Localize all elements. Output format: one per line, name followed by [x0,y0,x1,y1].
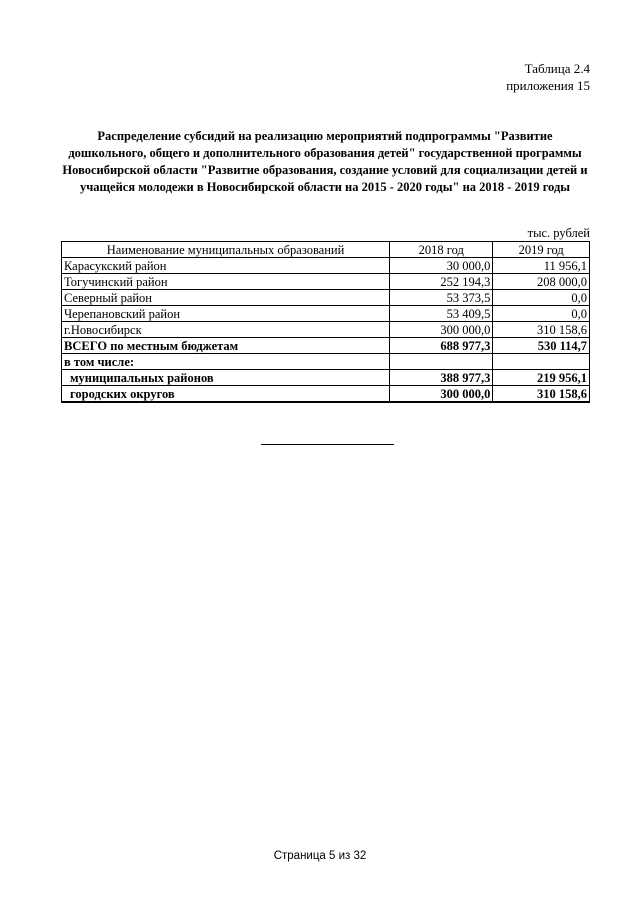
header-municipality: Наименование муниципальных образований [62,242,390,258]
row-2019-value: 0,0 [493,306,590,322]
subtotal-label: городских округов [62,386,390,403]
row-2019-value: 0,0 [493,290,590,306]
row-name: г.Новосибирск [62,322,390,338]
row-name: Тогучинский район [62,274,390,290]
row-name: Карасукский район [62,258,390,274]
row-2018-value: 252 194,3 [390,274,493,290]
appendix-label: приложения 15 [506,78,590,93]
total-2019-value: 530 114,7 [493,338,590,354]
subtotal-row [62,386,590,403]
including-label: в том числе: [62,354,390,370]
row-2018-value: 53 409,5 [390,306,493,322]
total-2018-value: 688 977,3 [390,338,493,354]
subtotal-2018-value: 388 977,3 [390,370,493,386]
document-title: Распределение субсидий на реализацию мероприятий подпрограммы "Развитие дошкольного, общего и дополнительного образования детей" государственной программы Новосибирской области "Развитие образования, создание условий для социализации детей и учащейся молодежи в Новосибирской области на 2015 - 2020 годы" на 2018 - 2019 годы [62,129,588,194]
table-row [62,306,590,322]
row-2018-value: 30 000,0 [390,258,493,274]
table-reference [506,60,590,94]
table-number-label: Таблица 2.4 [524,61,590,76]
total-row [62,338,590,354]
divider-line [261,444,394,445]
row-2019-value: 208 000,0 [493,274,590,290]
subtotal-2019-value: 310 158,6 [493,386,590,403]
subtotal-2018-value: 300 000,0 [390,386,493,403]
subtotal-2019-value: 219 956,1 [493,370,590,386]
row-2018-value: 300 000,0 [390,322,493,338]
total-label: ВСЕГО по местным бюджетам [62,338,390,354]
including-row [62,354,590,370]
units-label: тыс. рублей [527,226,590,240]
table-row [62,290,590,306]
row-name: Северный район [62,290,390,306]
header-2018: 2018 год [390,242,493,258]
row-name: Черепановский район [62,306,390,322]
table-row [62,274,590,290]
table-header-row [62,242,590,258]
table-row [62,258,590,274]
page-number: Страница 5 из 32 [273,850,367,862]
subsidy-table [61,241,590,403]
header-2019: 2019 год [493,242,590,258]
including-2018-value [390,354,493,370]
subtotal-label: муниципальных районов [62,370,390,386]
row-2018-value: 53 373,5 [390,290,493,306]
row-2019-value: 310 158,6 [493,322,590,338]
row-2019-value: 11 956,1 [493,258,590,274]
including-2019-value [493,354,590,370]
table-row [62,322,590,338]
subtotal-row [62,370,590,386]
